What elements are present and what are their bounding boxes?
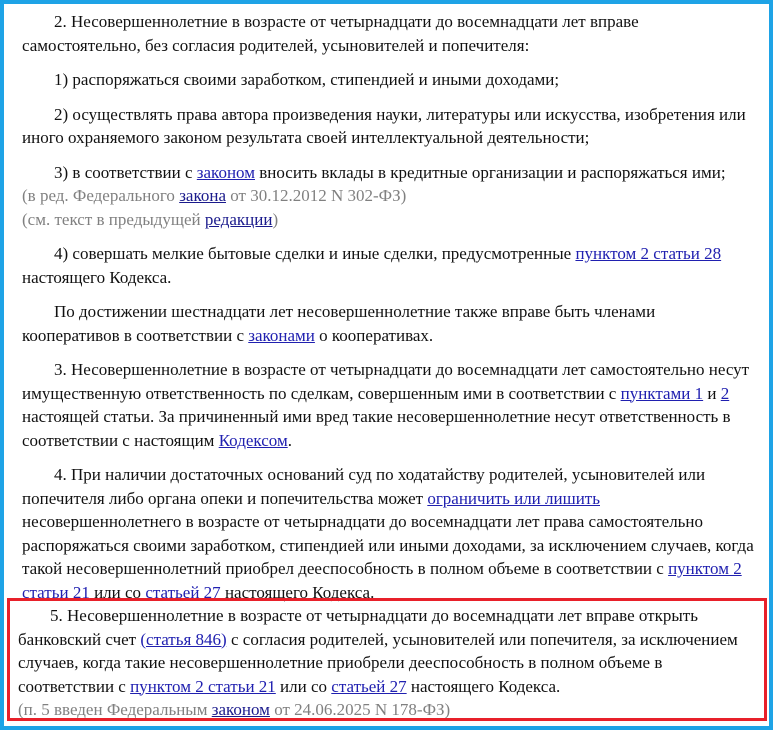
text: (см. текст в предыдущей	[22, 209, 205, 229]
federal-law-2025-link[interactable]: законом	[211, 700, 270, 719]
article-27-link[interactable]: статьей 27	[331, 676, 407, 696]
article-21-link[interactable]: пунктом 2 статьи 21	[22, 559, 742, 602]
previous-edition-link[interactable]: редакции	[204, 209, 273, 229]
text: 5. Несовершеннолетние в возрасте от четырнадцати до восемнадцати лет вправе открыть банковский счет	[18, 606, 698, 649]
items-1-link[interactable]: пунктами 1	[620, 383, 704, 403]
zakon-link[interactable]: законом	[196, 162, 255, 182]
paragraph-4	[22, 463, 755, 604]
edition-note	[22, 184, 755, 208]
text: (п. 5 введен Федеральным	[18, 700, 212, 719]
text: от 30.12.2012 N 302-ФЗ)	[226, 186, 407, 205]
text: с согласия родителей, усыновителей или попечителя, за исключением случаев, когда такие несовершеннолетние приобрели дееспособность в полном объеме в соответствии с	[18, 629, 738, 696]
text: или со	[275, 676, 332, 696]
text: настоящего Кодекса.	[220, 582, 375, 602]
text: настоящей статьи. За причиненный ими вред такие несовершеннолетние несут ответственность в соответствии с настоящим	[22, 407, 731, 450]
paragraph-2-item-1: 1) распоряжаться своими заработком, стипендией и иными доходами;	[54, 70, 560, 89]
text: настоящего Кодекса.	[22, 267, 172, 287]
text: 4. При наличии достаточных оснований суд по ходатайству родителей, усыновителей или попечителя либо органа опеки и попечительства может	[22, 465, 706, 508]
article-27-link[interactable]: статьей 27	[145, 582, 221, 602]
restrict-link[interactable]: ограничить или лишить	[427, 488, 600, 508]
text: )	[272, 209, 279, 229]
paragraph-2-item-2: 2) осуществлять права автора произведения науки, литературы или искусства, изобретения или иного охраняемого законом результата своей интеллектуальной деятельности;	[22, 104, 746, 147]
text: .	[287, 430, 292, 450]
paragraph-3	[22, 358, 755, 452]
text: (в ред. Федерального	[22, 186, 180, 205]
previous-edition-note	[22, 208, 755, 232]
text: вносить вклады в кредитные организации и распоряжаться ими;	[255, 162, 726, 182]
text: 3. Несовершеннолетние в возрасте от четырнадцати до восемнадцати лет самостоятельно несут имущественную ответственность по сделкам, совершенным ими в соответствии с	[22, 360, 750, 403]
article-21-link[interactable]: пунктом 2 статьи 21	[130, 676, 276, 696]
introduced-note	[18, 698, 753, 722]
text: 4) совершать мелкие бытовые сделки и иные сделки, предусмотренные	[54, 244, 576, 263]
item-2-link[interactable]: 2	[720, 383, 730, 403]
text: от 24.06.2025 N 178-ФЗ)	[269, 700, 451, 719]
paragraph-2-item-3	[22, 161, 755, 185]
paragraph-5	[18, 604, 753, 698]
text: настоящего Кодекса.	[406, 676, 561, 696]
text: или со	[89, 582, 146, 602]
text: о кооперативах.	[314, 325, 434, 345]
article-28-link[interactable]: пунктом 2 статьи 28	[575, 244, 722, 263]
federal-law-link[interactable]: закона	[179, 186, 226, 205]
paragraph-2-cooperatives	[22, 300, 755, 347]
paragraph-5-block	[18, 604, 753, 722]
text: 3) в соответствии с	[54, 162, 197, 182]
cooperatives-laws-link[interactable]: законами	[248, 325, 315, 345]
text: несовершеннолетнего в возрасте от четырнадцати до восемнадцати лет права самостоятельно распоряжаться своими заработком, стипендией или иными доходами, за исключением случаев, когда такой несовершеннолетний приобрел дееспособность в полном объеме в соответствии с	[22, 512, 754, 578]
code-link[interactable]: Кодексом	[218, 430, 288, 450]
paragraph-2-item-4	[22, 242, 755, 289]
text: и	[703, 383, 721, 403]
text: По достижении шестнадцати лет несовершеннолетние также вправе быть членами кооперативов в соответствии с	[22, 302, 656, 345]
article-846-link[interactable]: (статья 846)	[140, 629, 227, 649]
paragraph-2: 2. Несовершеннолетние в возрасте от четырнадцати до восемнадцати лет вправе самостоятельно, без согласия родителей, усыновителей и попечителя:	[22, 12, 639, 55]
